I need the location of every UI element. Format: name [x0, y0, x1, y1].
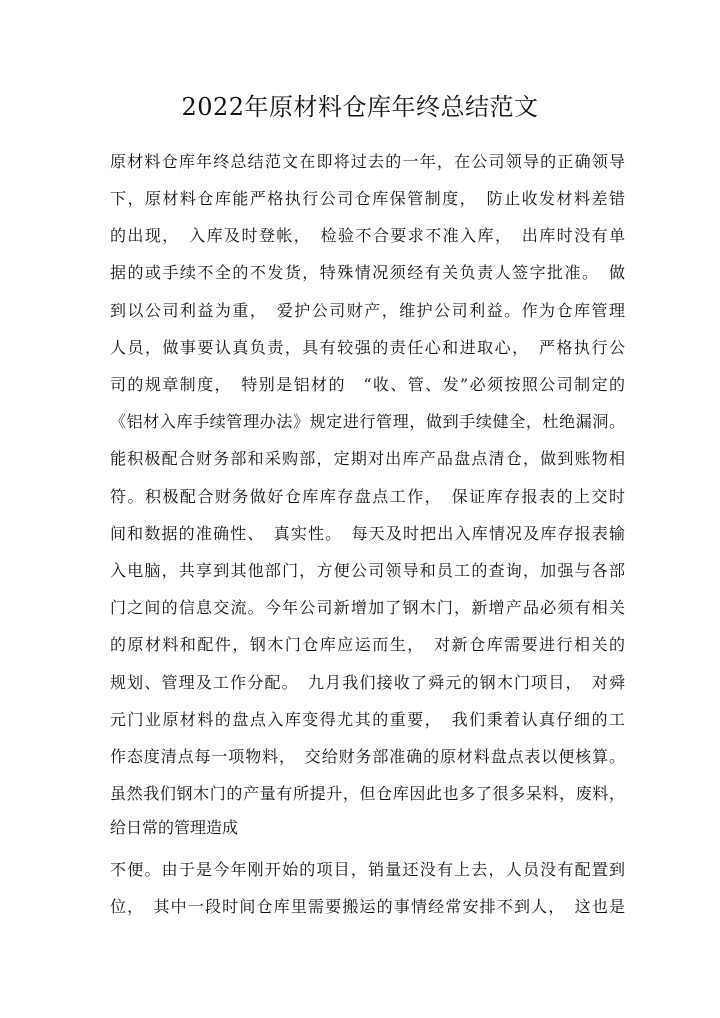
paragraph-line-3: 的出现， 入库及时登帐， 检验不合要求不准入库， 出库时没有单	[110, 226, 625, 245]
paragraph-line-18: 虽然我们钢木门的产量有所提升，但仓库因此也多了很多呆料，废料，	[110, 784, 625, 803]
paragraph-line-12: 入电脑，共享到其他部门，方便公司领导和员工的查询，加强与各部	[110, 561, 625, 580]
paragraph-line-6: 人员，做事要认真负责，具有较强的责任心和进取心， 严格执行公	[110, 338, 625, 357]
paragraph-line-21: 位， 其中一段时间仓库里需要搬运的事情经常安排不到人， 这也是	[110, 897, 625, 916]
paragraph-line-5: 到以公司利益为重， 爱护公司财产，维护公司利益。作为仓库管理	[110, 301, 625, 320]
paragraph-line-1: 原材料仓库年终总结范文在即将过去的一年，在公司领导的正确领导	[110, 152, 625, 171]
paragraph-line-8: 《铝材入库手续管理办法》规定进行管理，做到手续健全，杜绝漏洞。	[110, 412, 625, 431]
paragraph-line-4: 据的或手续不全的不发货，特殊情况须经有关负责人签字批准。 做	[110, 263, 625, 282]
paragraph-line-13: 门之间的信息交流。今年公司新增加了钢木门，新增产品必须有相关	[110, 598, 625, 617]
paragraph-line-7: 司的规章制度， 特别是铝材的 “收、管、发”必须按照公司制定的	[110, 375, 625, 394]
paragraph-line-2: 下，原材料仓库能严格执行公司仓库保管制度， 防止收发材料差错	[110, 189, 625, 208]
paragraph-line-15: 规划、管理及工作分配。 九月我们接收了舜元的钢木门项目， 对舜	[110, 673, 625, 692]
paragraph-line-20: 不便。由于是今年刚开始的项目，销量还没有上去，人员没有配置到	[110, 860, 625, 879]
paragraph-line-17: 作态度清点每一项物料， 交给财务部准确的原材料盘点表以便核算。	[110, 747, 625, 766]
paragraph-line-14: 的原材料和配件，钢木门仓库应运而生， 对新仓库需要进行相关的	[110, 635, 625, 654]
paragraph-line-16: 元门业原材料的盘点入库变得尤其的重要， 我们秉着认真仔细的工	[110, 710, 625, 729]
paragraph-line-19: 给日常的管理造成	[110, 818, 239, 837]
paragraph-line-10: 符。积极配合财务做好仓库库存盘点工作， 保证库存报表的上交时	[110, 487, 625, 506]
paragraph-line-9: 能积极配合财务部和采购部，定期对出库产品盘点清仓，做到账物相	[110, 449, 625, 468]
paragraph-line-11: 间和数据的准确性、 真实性。 每天及时把出入库情况及库存报表输	[110, 524, 625, 543]
document-title: 2022年原材料仓库年终总结范文	[181, 93, 539, 121]
